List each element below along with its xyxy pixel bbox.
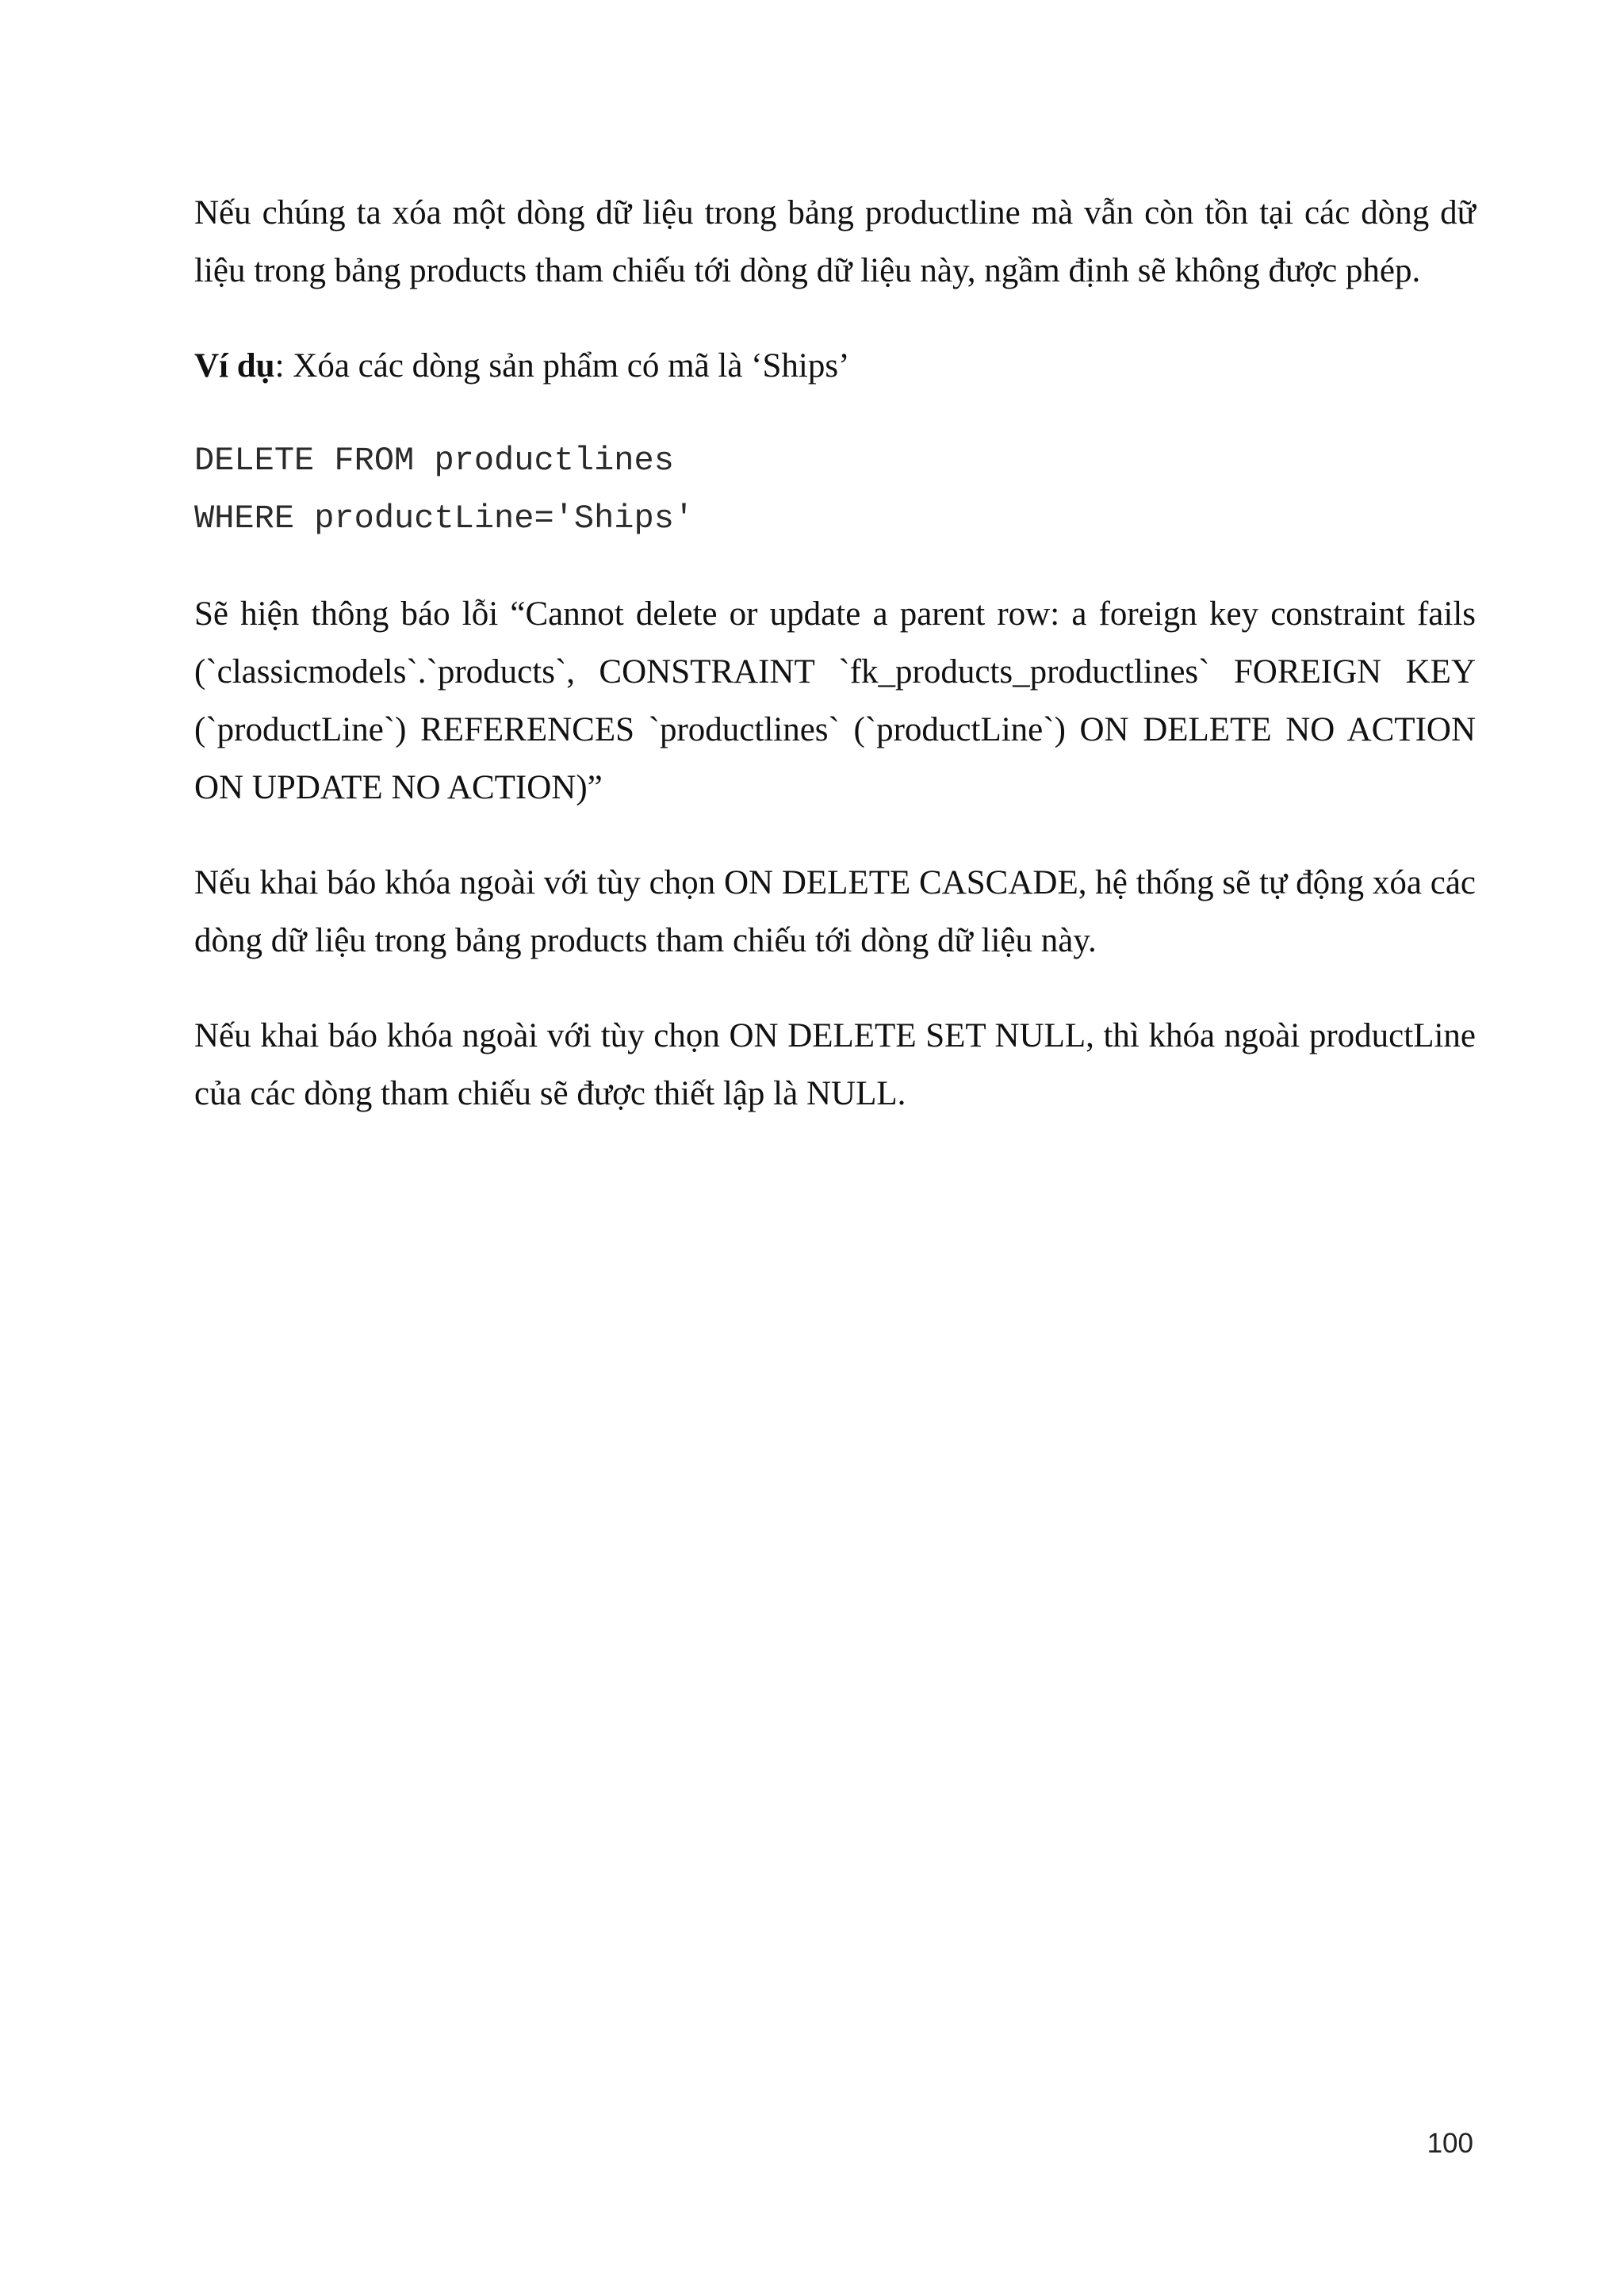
- paragraph-delete-restriction: Nếu chúng ta xóa một dòng dữ liệu trong bảng productline mà vẫn còn tồn tại các dòng dữ liệu trong bảng products tham chiếu tới dòng dữ liệu này, ngầm định sẽ không được phép.: [194, 194, 1476, 289]
- paragraph-on-delete-cascade: Nếu khai báo khóa ngoài với tùy chọn ON DELETE CASCADE, hệ thống sẽ tự động xóa các dòng dữ liệu trong bảng products tham chiếu tới dòng dữ liệu này.: [194, 864, 1476, 959]
- example-label: Ví dụ: [194, 347, 275, 385]
- sql-code-line-2: WHERE productLine='Ships': [194, 499, 695, 538]
- sql-code-block: [194, 432, 1476, 548]
- sql-code-line-1: DELETE FROM productlines: [194, 442, 674, 480]
- example-paragraph: [194, 337, 1476, 395]
- page-content: [194, 184, 1476, 1123]
- example-description: : Xóa các dòng sản phẩm có mã là ‘Ships’: [274, 347, 850, 385]
- paragraph-error-message: Sẽ hiện thông báo lỗi “Cannot delete or update a parent row: a foreign key constraint fails (`classicmodels`.`products`, CONSTRAINT `fk_products_productlines` FOREIGN KEY (`productLine`) REFERENCES `productlines` (`productLine`) ON DELETE NO ACTION ON UPDATE NO ACTION)”: [194, 595, 1476, 806]
- page-number: 100: [1427, 2128, 1473, 2159]
- paragraph-on-delete-set-null: Nếu khai báo khóa ngoài với tùy chọn ON DELETE SET NULL, thì khóa ngoài productLine của các dòng tham chiếu sẽ được thiết lập là NULL.: [194, 1017, 1476, 1112]
